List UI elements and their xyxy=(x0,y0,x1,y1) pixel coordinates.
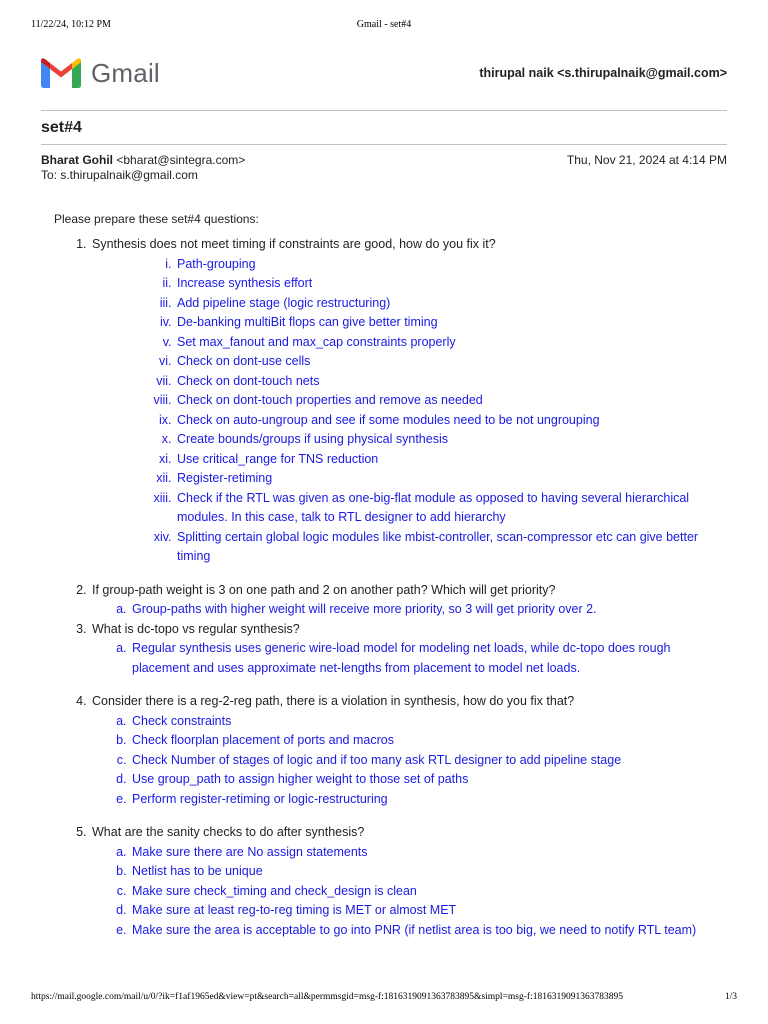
account-identity: thirupal naik <s.thirupalnaik@gmail.com> xyxy=(479,66,727,80)
answer-item: xii. Register-retiming xyxy=(175,469,727,489)
gmail-logo xyxy=(41,56,160,90)
question-list xyxy=(54,235,727,940)
answer-item: b. Check floorplan placement of ports and macros xyxy=(130,731,727,751)
answer-list xyxy=(92,712,727,810)
divider xyxy=(41,110,727,111)
question-item xyxy=(90,823,727,940)
email-body xyxy=(54,211,727,940)
answer-item: iii. Add pipeline stage (logic restructuring) xyxy=(175,294,727,314)
answer-item: e. Perform register-retiming or logic-restructuring xyxy=(130,790,727,810)
answer-list xyxy=(92,600,727,620)
answer-list xyxy=(92,639,727,678)
email-intro: Please prepare these set#4 questions: xyxy=(54,212,259,226)
gmail-header xyxy=(41,56,727,92)
email-meta xyxy=(41,153,727,183)
answer-item: a. Check constraints xyxy=(130,712,727,732)
gmail-m-icon xyxy=(41,58,81,88)
print-url: https://mail.google.com/mail/u/0/?ik=f1af1965ed&view=pt&search=all&permmsgid=msg-f:1816319091363783895&simpl=msg-f:1816319091363783895 xyxy=(31,992,623,1002)
answer-item: ii. Increase synthesis effort xyxy=(175,274,727,294)
question-item xyxy=(90,620,727,679)
question-item xyxy=(90,692,727,809)
sender-email: <bharat@sintegra.com> xyxy=(116,153,246,167)
sender-name: Bharat Gohil xyxy=(41,153,114,167)
question-text: Consider there is a reg-2-reg path, there is a violation in synthesis, how do you fix that? xyxy=(92,694,575,708)
question-text: What are the sanity checks to do after synthesis? xyxy=(92,825,365,839)
question-item xyxy=(90,581,727,620)
answer-item: iv. De-banking multiBit flops can give better timing xyxy=(175,313,727,333)
answer-item: xi. Use critical_range for TNS reduction xyxy=(175,450,727,470)
answer-item: viii. Check on dont-touch properties and remove as needed xyxy=(175,391,727,411)
question-text: What is dc-topo vs regular synthesis? xyxy=(92,621,300,636)
answer-item: a. Make sure there are No assign statements xyxy=(130,843,727,863)
divider xyxy=(41,144,727,145)
answer-item: vi. Check on dont-use cells xyxy=(175,352,727,372)
question-text: Synthesis does not meet timing if constraints are good, how do you fix it? xyxy=(92,237,496,251)
answer-item: a. Group-paths with higher weight will receive more priority, so 3 will get priority over 2. xyxy=(130,600,727,620)
answer-item: d. Make sure at least reg-to-reg timing is MET or almost MET xyxy=(130,901,727,921)
print-timestamp: 11/22/24, 10:12 PM xyxy=(31,19,111,30)
answer-item: c. Make sure check_timing and check_design is clean xyxy=(130,882,727,902)
question-text: If group-path weight is 3 on one path and 2 on another path? Which will get priority? xyxy=(92,582,556,597)
answer-item: xiii. Check if the RTL was given as one-big-flat module as opposed to having several hierarchical modules. In this case, talk to RTL designer to add hierarchy xyxy=(175,489,727,528)
answer-item: v. Set max_fanout and max_cap constraints properly xyxy=(175,333,727,353)
answer-item: e. Make sure the area is acceptable to go into PNR (if netlist area is too big, we need to notify RTL team) xyxy=(130,921,727,941)
recipient-line: To: s.thirupalnaik@gmail.com xyxy=(41,168,198,182)
answer-item: xiv. Splitting certain global logic modules like mbist-controller, scan-compressor etc can give better timing xyxy=(175,528,727,567)
answer-item: x. Create bounds/groups if using physical synthesis xyxy=(175,430,727,450)
answer-list xyxy=(92,255,727,567)
page-number: 1/3 xyxy=(724,992,737,1002)
answer-list xyxy=(92,843,727,941)
answer-item: ix. Check on auto-ungroup and see if some modules need to be not ungrouping xyxy=(175,411,727,431)
answer-item: i. Path-grouping xyxy=(175,255,727,275)
answer-item: vii. Check on dont-touch nets xyxy=(175,372,727,392)
answer-item: a. Regular synthesis uses generic wire-load model for modeling net loads, while dc-topo does rough placement and uses approximate net-lengths from placement to model net loads. xyxy=(130,639,727,678)
print-page-title: Gmail - set#4 xyxy=(356,19,412,30)
gmail-wordmark: Gmail xyxy=(91,57,160,88)
email-date: Thu, Nov 21, 2024 at 4:14 PM xyxy=(566,153,727,167)
answer-item: c. Check Number of stages of logic and if too many ask RTL designer to add pipeline stage xyxy=(130,751,727,771)
question-item xyxy=(90,235,727,567)
answer-item: d. Use group_path to assign higher weight to those set of paths xyxy=(130,770,727,790)
answer-item: b. Netlist has to be unique xyxy=(130,862,727,882)
email-subject: set#4 xyxy=(41,119,82,136)
